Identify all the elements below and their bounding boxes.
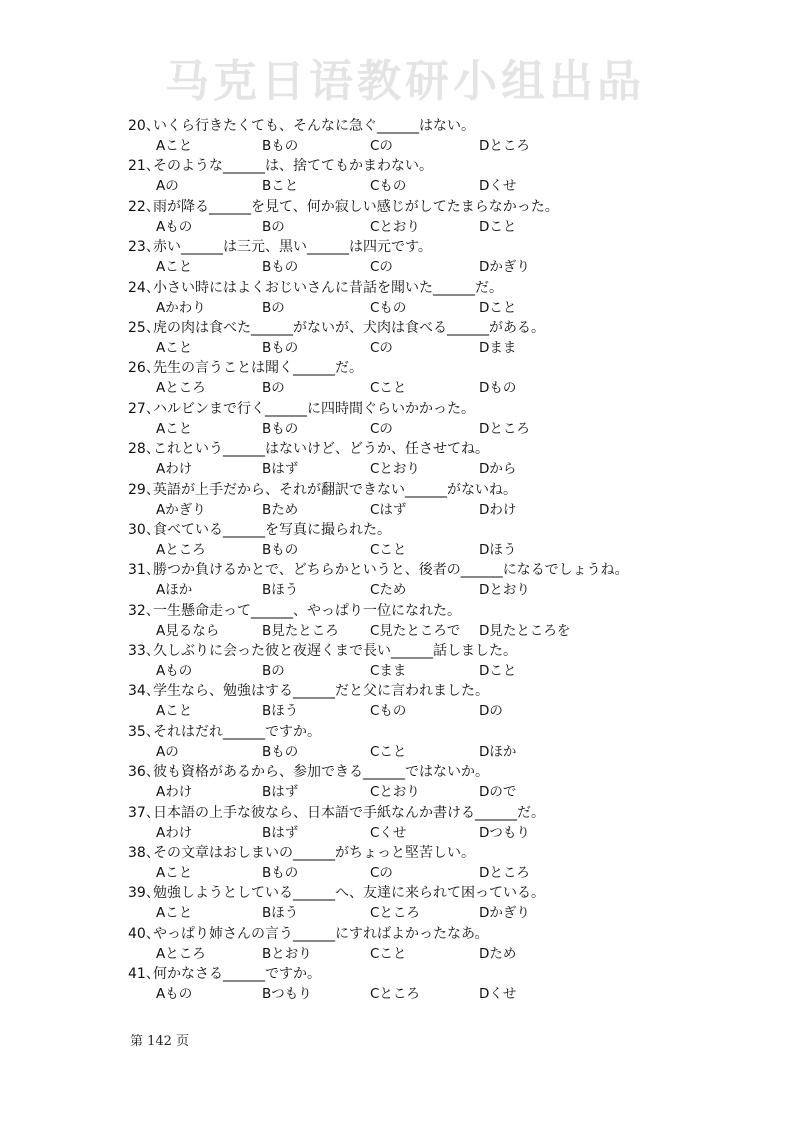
question-item xyxy=(128,843,768,883)
question-item xyxy=(128,883,768,923)
answer-option: Bの xyxy=(262,218,285,235)
answer-option: Dくせ xyxy=(479,178,517,195)
answer-option: Bもの xyxy=(262,259,299,276)
answer-option: Bとおり xyxy=(262,945,312,962)
answer-options xyxy=(128,701,768,721)
question-stem xyxy=(128,883,768,903)
question-number: 29、 xyxy=(128,481,160,498)
answer-option: Dところ xyxy=(479,865,530,882)
answer-option: Bの xyxy=(262,380,285,397)
question-stem xyxy=(128,964,768,984)
question-text: 先生の言うことは聞く______だ。 xyxy=(153,360,363,377)
answer-option: Cため xyxy=(370,582,407,599)
answer-option: Bの xyxy=(262,299,285,316)
answer-option: Bため xyxy=(262,501,299,518)
answer-option: Bもの xyxy=(262,541,299,558)
question-number: 33、 xyxy=(128,643,160,660)
question-item xyxy=(128,156,768,196)
question-number: 41、 xyxy=(128,966,160,983)
answer-option: Aもの xyxy=(156,218,193,235)
answer-option: Aかぎり xyxy=(156,501,206,518)
answer-options xyxy=(128,378,768,398)
answer-option: Cの xyxy=(370,420,393,437)
answer-option: Aもの xyxy=(156,663,193,680)
answer-options xyxy=(128,459,768,479)
question-number: 23、 xyxy=(128,239,160,256)
answer-option: Bほう xyxy=(262,703,299,720)
answer-option: Aわけ xyxy=(156,784,193,801)
question-stem xyxy=(128,641,768,661)
answer-option: Cの xyxy=(370,259,393,276)
answer-option: A見るなら xyxy=(156,622,220,639)
answer-option: Cこと xyxy=(370,945,407,962)
answer-option: Cまま xyxy=(370,663,407,680)
question-text: 学生なら、勉強はする______だと父に言われました。 xyxy=(153,683,489,700)
question-stem xyxy=(128,722,768,742)
answer-option: Bつもり xyxy=(262,986,312,1003)
question-item xyxy=(128,278,768,318)
answer-option: Cの xyxy=(370,865,393,882)
question-item xyxy=(128,964,768,1004)
question-stem xyxy=(128,439,768,459)
question-item xyxy=(128,116,768,156)
question-item xyxy=(128,358,768,398)
question-stem xyxy=(128,762,768,782)
answer-option: Dから xyxy=(479,461,517,478)
question-number: 22、 xyxy=(128,198,160,215)
question-text: 小さい時にはよくおじいさんに昔話を聞いた______だ。 xyxy=(153,279,503,296)
question-number: 28、 xyxy=(128,441,160,458)
answer-option: Cとおり xyxy=(370,218,420,235)
answer-option: Dこと xyxy=(479,299,517,316)
answer-option: Cの xyxy=(370,339,393,356)
answer-options xyxy=(128,257,768,277)
answer-option: Bはず xyxy=(262,461,299,478)
question-item xyxy=(128,641,768,681)
answer-option: Cとおり xyxy=(370,461,420,478)
answer-option: Dまま xyxy=(479,339,517,356)
answer-option: Bほう xyxy=(262,905,299,922)
question-list xyxy=(128,116,768,1005)
answer-options xyxy=(128,419,768,439)
question-number: 30、 xyxy=(128,521,160,538)
question-stem xyxy=(128,601,768,621)
question-stem xyxy=(128,399,768,419)
question-text: ハルビンまで行く______に四時間ぐらいかかった。 xyxy=(153,400,475,417)
answer-option: Dくせ xyxy=(479,986,517,1003)
question-number: 24、 xyxy=(128,279,160,296)
question-text: 虎の肉は食べた______がないが、犬肉は食べる______がある。 xyxy=(153,319,545,336)
answer-option: Aもの xyxy=(156,986,193,1003)
question-number: 40、 xyxy=(128,925,160,942)
answer-options xyxy=(128,621,768,641)
question-stem xyxy=(128,560,768,580)
question-item xyxy=(128,803,768,843)
answer-option: Dつもり xyxy=(479,824,530,841)
question-stem xyxy=(128,681,768,701)
question-number: 31、 xyxy=(128,562,160,579)
answer-options xyxy=(128,863,768,883)
answer-option: C見たところで xyxy=(370,622,461,639)
question-item xyxy=(128,439,768,479)
answer-options xyxy=(128,782,768,802)
answer-option: Aところ xyxy=(156,945,206,962)
answer-option: Cもの xyxy=(370,299,407,316)
question-text: やっぱり姉さんの言う______にすればよかったなあ。 xyxy=(153,925,489,942)
answer-option: Aこと xyxy=(156,703,193,720)
question-text: そのような______は、捨ててもかまわない。 xyxy=(153,158,433,175)
answer-options xyxy=(128,217,768,237)
question-stem xyxy=(128,116,768,136)
answer-option: Dところ xyxy=(479,138,530,154)
answer-option: Aこと xyxy=(156,420,193,437)
answer-option: Dほう xyxy=(479,541,517,558)
answer-options xyxy=(128,176,768,196)
answer-options xyxy=(128,136,768,156)
question-item xyxy=(128,520,768,560)
answer-option: Dとおり xyxy=(479,582,530,599)
answer-option: Bはず xyxy=(262,824,299,841)
question-number: 26、 xyxy=(128,360,160,377)
answer-option: Aかわり xyxy=(156,299,206,316)
question-number: 38、 xyxy=(128,845,160,862)
question-text: これという______はないけど、どうか、任させてね。 xyxy=(153,441,489,458)
question-stem xyxy=(128,803,768,823)
answer-option: Aこと xyxy=(156,905,193,922)
answer-option: Cもの xyxy=(370,178,407,195)
question-stem xyxy=(128,480,768,500)
answer-option: Dこと xyxy=(479,218,517,235)
question-stem xyxy=(128,237,768,257)
answer-option: Bもの xyxy=(262,138,299,154)
answer-option: Aの xyxy=(156,743,179,760)
answer-option: Cこと xyxy=(370,380,407,397)
question-number: 20、 xyxy=(128,118,160,134)
question-text: 彼も資格があるから、参加できる______ではないか。 xyxy=(153,764,489,781)
answer-options xyxy=(128,540,768,560)
answer-option: Cとおり xyxy=(370,784,420,801)
answer-option: Bほう xyxy=(262,582,299,599)
answer-option: Aの xyxy=(156,178,179,195)
question-number: 27、 xyxy=(128,400,160,417)
question-number: 39、 xyxy=(128,885,160,902)
answer-options xyxy=(128,580,768,600)
question-text: いくら行きたくても、そんなに急ぐ______はない。 xyxy=(153,118,475,134)
answer-option: Bもの xyxy=(262,339,299,356)
answer-option: Dかぎり xyxy=(479,259,530,276)
answer-option: Aこと xyxy=(156,865,193,882)
answer-option: Aほか xyxy=(156,582,193,599)
answer-option: Aこと xyxy=(156,339,193,356)
question-text: 食べている______を写真に撮られた。 xyxy=(153,521,391,538)
answer-option: Cはず xyxy=(370,501,407,518)
question-stem xyxy=(128,197,768,217)
question-stem xyxy=(128,156,768,176)
answer-options xyxy=(128,742,768,762)
answer-option: Aところ xyxy=(156,541,206,558)
answer-options xyxy=(128,500,768,520)
question-item xyxy=(128,560,768,600)
answer-option: Cの xyxy=(370,138,393,154)
answer-options xyxy=(128,944,768,964)
answer-option: Cこと xyxy=(370,743,407,760)
answer-option: Aところ xyxy=(156,380,206,397)
question-text: 一生懸命走って______、やっぱり一位になれた。 xyxy=(153,602,461,619)
answer-option: Dほか xyxy=(479,743,517,760)
question-stem xyxy=(128,278,768,298)
watermark: 马克日语教研小组出品 xyxy=(165,56,645,107)
page-number: 第 142 页 xyxy=(130,1034,190,1049)
question-number: 37、 xyxy=(128,804,160,821)
question-text: 日本語の上手な彼なら、日本語で手紙なんか書ける______だ。 xyxy=(153,804,545,821)
answer-option: Aこと xyxy=(156,138,193,154)
answer-option: Bはず xyxy=(262,784,299,801)
question-number: 21、 xyxy=(128,158,160,175)
question-number: 36、 xyxy=(128,764,160,781)
answer-option: Aわけ xyxy=(156,824,193,841)
question-text: 英語が上手だから、それが翻訳できない______がないね。 xyxy=(153,481,517,498)
answer-option: Cもの xyxy=(370,703,407,720)
answer-option: Aわけ xyxy=(156,461,193,478)
answer-option: B見たところ xyxy=(262,622,339,639)
answer-option: Dわけ xyxy=(479,501,517,518)
question-number: 32、 xyxy=(128,602,160,619)
answer-option: D見たところを xyxy=(479,622,571,639)
question-text: 勉強しようとしている______へ、友達に来られて困っている。 xyxy=(153,885,545,902)
question-item xyxy=(128,399,768,439)
answer-options xyxy=(128,823,768,843)
answer-option: Dので xyxy=(479,784,517,801)
answer-option: Dかぎり xyxy=(479,905,530,922)
question-item xyxy=(128,197,768,237)
answer-option: Dこと xyxy=(479,663,517,680)
question-text: 雨が降る______を見て、何か寂しい感じがしてたまらなかった。 xyxy=(153,198,559,215)
question-item xyxy=(128,318,768,358)
question-stem xyxy=(128,924,768,944)
answer-option: Dの xyxy=(479,703,503,720)
answer-options xyxy=(128,338,768,358)
answer-option: Bもの xyxy=(262,865,299,882)
answer-option: Bの xyxy=(262,663,285,680)
answer-option: Cくせ xyxy=(370,824,407,841)
answer-option: Dところ xyxy=(479,420,530,437)
question-item xyxy=(128,480,768,520)
answer-option: Dもの xyxy=(479,380,517,397)
question-text: 赤い______は三元、黒い______は四元です。 xyxy=(153,239,432,256)
question-stem xyxy=(128,520,768,540)
answer-options xyxy=(128,903,768,923)
answer-option: Dため xyxy=(479,945,517,962)
question-stem xyxy=(128,358,768,378)
question-item xyxy=(128,762,768,802)
answer-option: Bこと xyxy=(262,178,299,195)
answer-option: Cところ xyxy=(370,905,420,922)
answer-option: Cこと xyxy=(370,541,407,558)
question-item xyxy=(128,681,768,721)
question-number: 34、 xyxy=(128,683,160,700)
question-stem xyxy=(128,318,768,338)
question-item xyxy=(128,924,768,964)
question-text: 何かなさる______ですか。 xyxy=(153,966,321,983)
question-item xyxy=(128,722,768,762)
question-text: その文章はおしまいの______がちょっと堅苦しい。 xyxy=(153,845,475,862)
question-text: それはだれ______ですか。 xyxy=(153,723,321,740)
answer-options xyxy=(128,298,768,318)
answer-option: Bもの xyxy=(262,420,299,437)
question-number: 25、 xyxy=(128,319,160,336)
question-item xyxy=(128,601,768,641)
answer-options xyxy=(128,661,768,681)
question-stem xyxy=(128,843,768,863)
question-text: 久しぶりに会った彼と夜遅くまで長い______話しました。 xyxy=(153,643,517,660)
question-number: 35、 xyxy=(128,723,160,740)
question-item xyxy=(128,237,768,277)
answer-option: Aこと xyxy=(156,259,193,276)
answer-options xyxy=(128,984,768,1004)
question-text: 勝つか負けるかとで、どちらかというと、後者の______になるでしょうね。 xyxy=(153,562,629,579)
answer-option: Cところ xyxy=(370,986,420,1003)
answer-option: Bもの xyxy=(262,743,299,760)
